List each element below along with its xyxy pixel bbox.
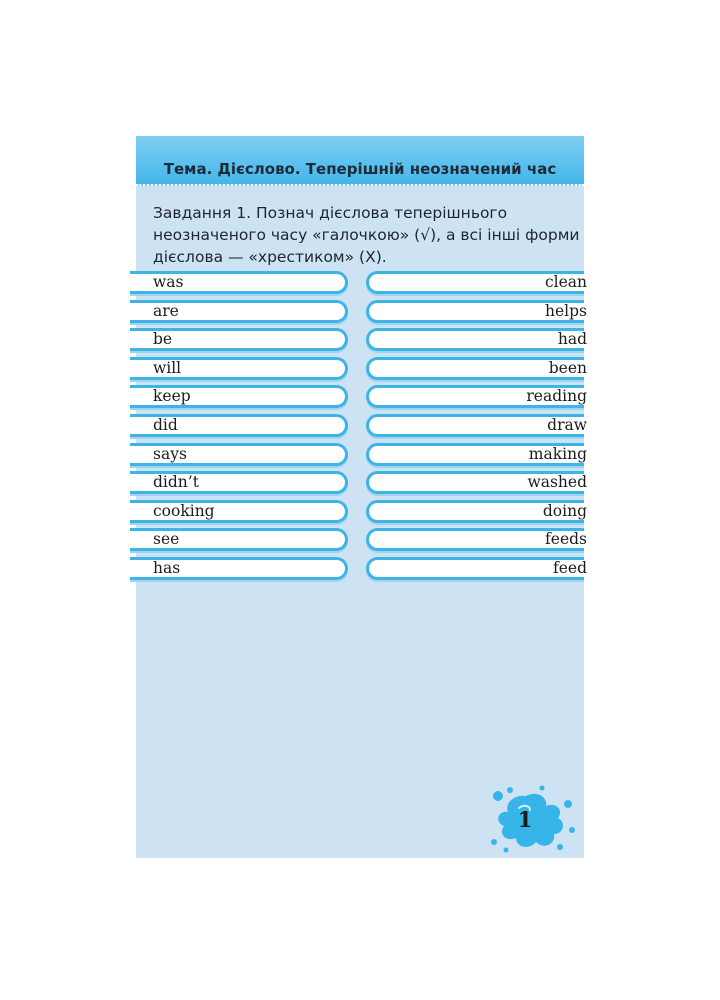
word-label: washed bbox=[527, 473, 587, 492]
word-row[interactable] bbox=[136, 354, 346, 383]
workbook-page bbox=[136, 136, 587, 858]
word-row[interactable] bbox=[136, 497, 346, 526]
word-label: was bbox=[153, 273, 184, 291]
word-label: be bbox=[153, 330, 173, 349]
word-row[interactable] bbox=[366, 382, 587, 411]
word-row[interactable] bbox=[366, 468, 587, 497]
task-line: неозначеного часу «галочкою» (√), а всі інші форми bbox=[153, 226, 580, 244]
word-label: has bbox=[153, 558, 181, 577]
task-instructions bbox=[153, 202, 580, 268]
word-row[interactable] bbox=[136, 297, 346, 326]
word-row[interactable] bbox=[366, 354, 587, 383]
word-row[interactable] bbox=[366, 440, 587, 469]
word-label: clean bbox=[544, 273, 587, 291]
word-label: feed bbox=[552, 558, 587, 577]
word-label: reading bbox=[526, 387, 587, 406]
word-row[interactable] bbox=[366, 325, 587, 354]
word-label: had bbox=[557, 330, 587, 349]
page-number: 1 bbox=[517, 807, 533, 832]
word-row[interactable] bbox=[366, 268, 587, 297]
word-label: says bbox=[153, 444, 187, 463]
right-word-column bbox=[366, 268, 587, 583]
word-row[interactable] bbox=[136, 325, 346, 354]
word-row[interactable] bbox=[136, 525, 346, 554]
answer-strip bbox=[366, 557, 584, 580]
word-row[interactable] bbox=[366, 497, 587, 526]
word-row[interactable] bbox=[136, 268, 346, 297]
word-label: will bbox=[153, 358, 182, 377]
word-row[interactable] bbox=[366, 554, 587, 583]
word-label: feeds bbox=[545, 530, 587, 549]
task-line: дієслова — «хрестиком» (Х). bbox=[153, 248, 387, 266]
word-row[interactable] bbox=[136, 440, 346, 469]
answer-strip bbox=[366, 328, 584, 351]
word-row[interactable] bbox=[136, 554, 346, 583]
word-row[interactable] bbox=[366, 525, 587, 554]
word-row[interactable] bbox=[366, 411, 587, 440]
topic-title: Тема. Дієслово. Теперішній неозначений час bbox=[163, 160, 557, 178]
task-line: Завдання 1. Познач дієслова теперішнього bbox=[153, 204, 508, 222]
word-row[interactable] bbox=[136, 382, 346, 411]
word-label: didn’t bbox=[153, 473, 199, 492]
left-word-column bbox=[136, 268, 346, 583]
word-label: cooking bbox=[153, 501, 215, 520]
word-label: doing bbox=[542, 501, 587, 520]
word-label: see bbox=[153, 530, 180, 549]
word-row[interactable] bbox=[136, 468, 346, 497]
word-label: been bbox=[548, 358, 587, 377]
word-label: keep bbox=[153, 387, 191, 406]
word-row[interactable] bbox=[136, 411, 346, 440]
topic-header bbox=[136, 136, 584, 186]
word-label: making bbox=[528, 444, 587, 463]
word-label: are bbox=[153, 301, 179, 320]
word-row[interactable] bbox=[366, 297, 587, 326]
word-label: helps bbox=[545, 301, 587, 320]
word-label: did bbox=[153, 415, 178, 434]
word-label: draw bbox=[547, 415, 587, 434]
